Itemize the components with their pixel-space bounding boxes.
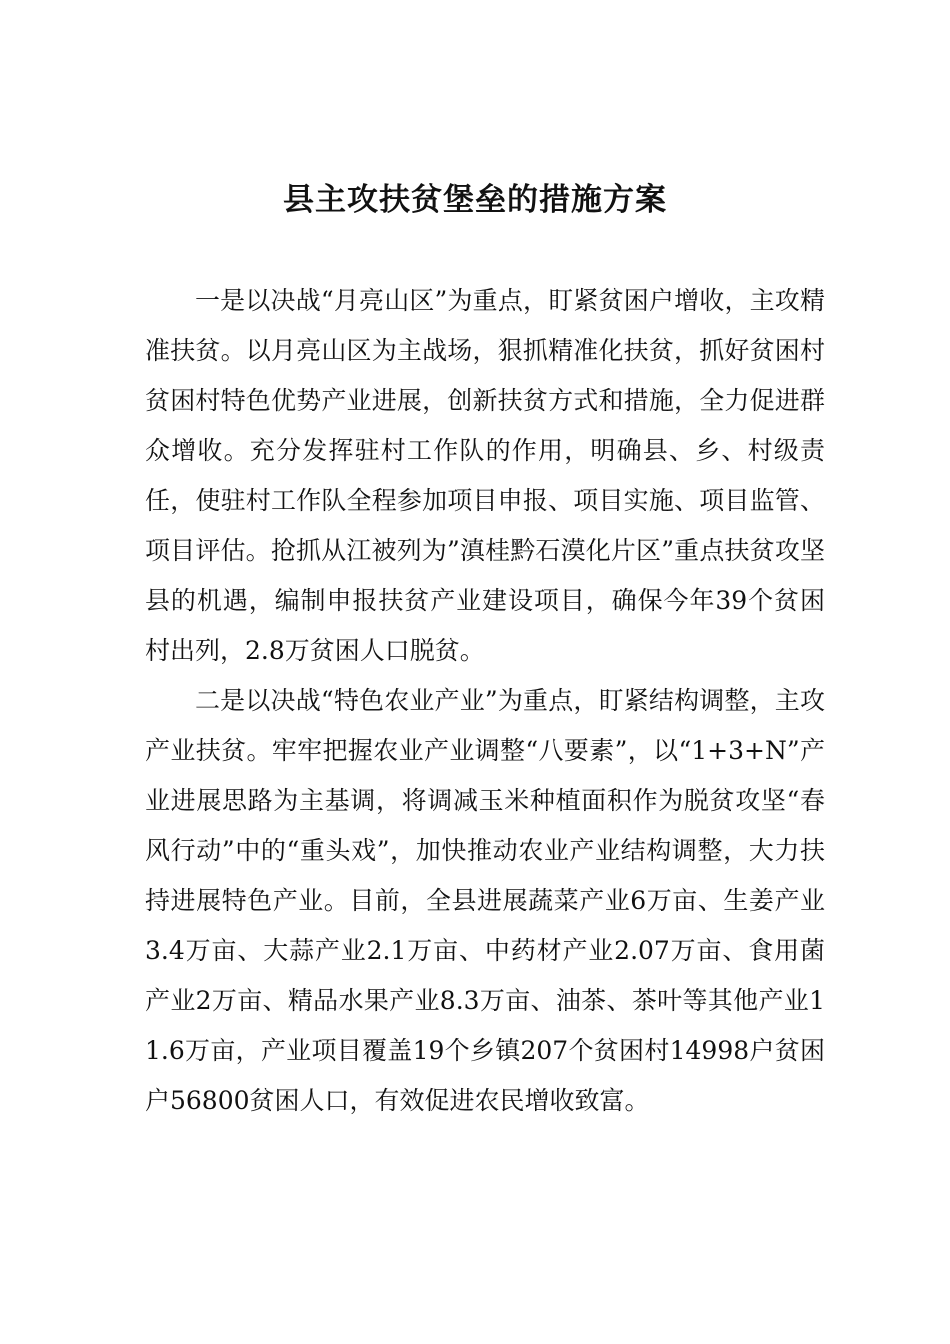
paragraph-1: 一是以决战“月亮山区”为重点，盯紧贫困户增收，主攻精准扶贫。以月亮山区为主战场，狠抓精准化扶贫，抓好贫困村贫困村特色优势产业进展，创新扶贫方式和措施，全力促进群众增收。充分发挥驻村工作队的作用，明确县、乡、村级责任，使驻村工作队全程参加项目申报、项目实施、项目监管、项目评估。抢抓从江被列为”滇桂黔石漠化片区”重点扶贫攻坚县的机遇，编制申报扶贫产业建设项目，确保今年39个贫困村出列，2.8万贫困人口脱贫。 — [145, 286, 825, 665]
document-body — [145, 276, 825, 1126]
paragraph-2: 二是以决战“特色农业产业”为重点，盯紧结构调整，主攻产业扶贫。牢牢把握农业产业调整“八要素”，以“1+3+N”产业进展思路为主基调，将调减玉米种植面积作为脱贫攻坚“春风行动”中的“重头戏”，加快推动农业产业结构调整，大力扶持进展特色产业。目前，全县进展蔬菜产业6万亩、生姜产业3.4万亩、大蒜产业2.1万亩、中药材产业2.07万亩、食用菌产业2万亩、精品水果产业8.3万亩、油茶、茶叶等其他产业11.6万亩，产业项目覆盖19个乡镇207个贫困村14998户贫困户56800贫困人口，有效促进农民增收致富。 — [145, 686, 825, 1115]
document-title: 县主攻扶贫堡垒的措施方案 — [283, 182, 667, 218]
